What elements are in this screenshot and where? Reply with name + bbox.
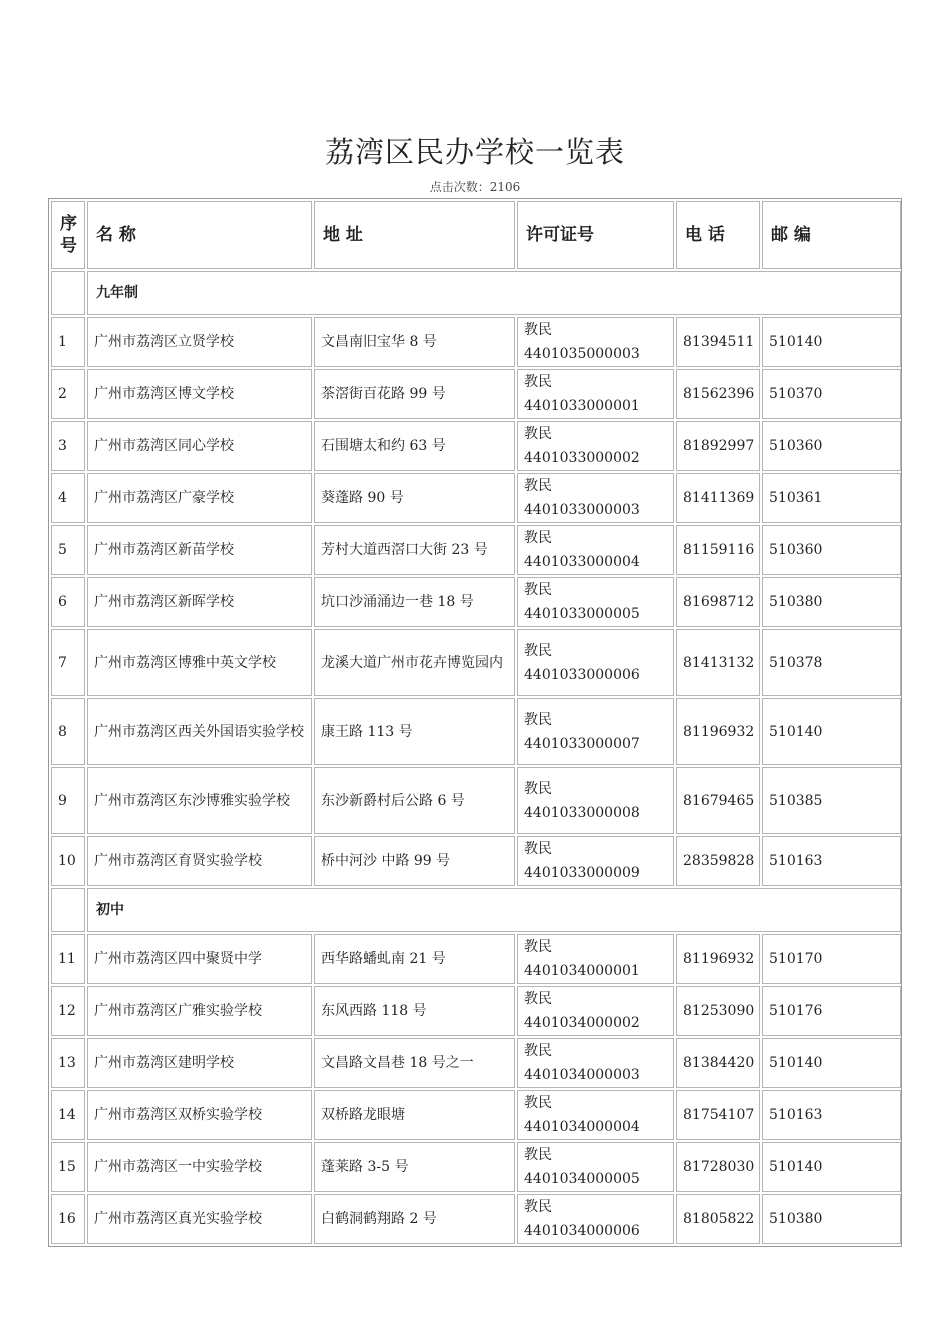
cell-phone: 81411369	[676, 473, 760, 523]
cell-address: 蓬莱路 3-5 号	[314, 1142, 515, 1192]
cell-phone: 81413132	[676, 629, 760, 696]
cell-license: 教民 4401034000004	[517, 1090, 674, 1140]
section-title: 初中	[87, 888, 901, 932]
cell-seq: 5	[51, 525, 85, 575]
cell-phone: 28359828	[676, 836, 760, 886]
cell-license: 教民 4401033000002	[517, 421, 674, 471]
header-phone: 电 话	[676, 201, 760, 269]
click-count-value: 2106	[489, 180, 521, 194]
cell-postcode: 510385	[762, 767, 901, 834]
table-row	[51, 629, 901, 696]
cell-postcode: 510378	[762, 629, 901, 696]
cell-license: 教民 4401034000005	[517, 1142, 674, 1192]
cell-phone: 81562396	[676, 369, 760, 419]
cell-postcode: 510140	[762, 698, 901, 765]
cell-seq: 8	[51, 698, 85, 765]
cell-license: 教民 4401033000003	[517, 473, 674, 523]
cell-name: 广州市荔湾区东沙博雅实验学校	[87, 767, 312, 834]
cell-license: 教民 4401035000003	[517, 317, 674, 367]
cell-seq: 16	[51, 1194, 85, 1244]
cell-license: 教民 4401033000007	[517, 698, 674, 765]
cell-address: 文昌南旧宝华 8 号	[314, 317, 515, 367]
table-row	[51, 1194, 901, 1244]
cell-license: 教民 4401034000006	[517, 1194, 674, 1244]
cell-name: 广州市荔湾区真光实验学校	[87, 1194, 312, 1244]
table-row	[51, 473, 901, 523]
cell-address: 龙溪大道广州市花卉博览园内	[314, 629, 515, 696]
table-row	[51, 421, 901, 471]
cell-phone: 81754107	[676, 1090, 760, 1140]
cell-postcode: 510380	[762, 577, 901, 627]
cell-phone: 81196932	[676, 934, 760, 984]
cell-name: 广州市荔湾区广雅实验学校	[87, 986, 312, 1036]
cell-name: 广州市荔湾区博雅中英文学校	[87, 629, 312, 696]
cell-license: 教民 4401034000002	[517, 986, 674, 1036]
cell-license: 教民 4401033000008	[517, 767, 674, 834]
cell-phone: 81698712	[676, 577, 760, 627]
table-row	[51, 369, 901, 419]
cell-license: 教民 4401033000001	[517, 369, 674, 419]
cell-seq: 10	[51, 836, 85, 886]
cell-name: 广州市荔湾区立贤学校	[87, 317, 312, 367]
cell-seq: 15	[51, 1142, 85, 1192]
click-count-label: 点击次数：	[429, 180, 490, 194]
table-row	[51, 525, 901, 575]
section-title: 九年制	[87, 271, 901, 315]
cell-phone: 81159116	[676, 525, 760, 575]
cell-seq: 3	[51, 421, 85, 471]
cell-postcode: 510140	[762, 1038, 901, 1088]
school-table	[49, 199, 903, 1246]
page-title: 荔湾区民办学校一览表	[324, 135, 625, 169]
cell-postcode: 510380	[762, 1194, 901, 1244]
cell-phone: 81728030	[676, 1142, 760, 1192]
cell-seq: 14	[51, 1090, 85, 1140]
cell-address: 康王路 113 号	[314, 698, 515, 765]
header-postcode: 邮 编	[762, 201, 901, 269]
cell-postcode: 510360	[762, 525, 901, 575]
section-row	[51, 271, 901, 315]
cell-seq: 12	[51, 986, 85, 1036]
cell-name: 广州市荔湾区博文学校	[87, 369, 312, 419]
table-row	[51, 767, 901, 834]
cell-name: 广州市荔湾区建明学校	[87, 1038, 312, 1088]
table-row	[51, 577, 901, 627]
table-row	[51, 698, 901, 765]
cell-address: 双桥路龙眼塘	[314, 1090, 515, 1140]
table-row	[51, 317, 901, 367]
cell-seq: 9	[51, 767, 85, 834]
cell-license: 教民 4401033000006	[517, 629, 674, 696]
cell-license: 教民 4401034000001	[517, 934, 674, 984]
cell-name: 广州市荔湾区同心学校	[87, 421, 312, 471]
cell-phone: 81253090	[676, 986, 760, 1036]
section-empty-cell	[51, 271, 85, 315]
cell-seq: 6	[51, 577, 85, 627]
cell-address: 石围塘太和约 63 号	[314, 421, 515, 471]
cell-phone: 81394511	[676, 317, 760, 367]
cell-postcode: 510360	[762, 421, 901, 471]
header-name: 名 称	[87, 201, 312, 269]
cell-seq: 11	[51, 934, 85, 984]
header-seq: 序 号	[51, 201, 85, 269]
cell-seq: 2	[51, 369, 85, 419]
cell-name: 广州市荔湾区四中聚贤中学	[87, 934, 312, 984]
cell-address: 芳村大道西滘口大街 23 号	[314, 525, 515, 575]
cell-seq: 1	[51, 317, 85, 367]
cell-address: 白鹤洞鹤翔路 2 号	[314, 1194, 515, 1244]
cell-address: 葵蓬路 90 号	[314, 473, 515, 523]
cell-name: 广州市荔湾区新晖学校	[87, 577, 312, 627]
cell-postcode: 510361	[762, 473, 901, 523]
cell-phone: 81805822	[676, 1194, 760, 1244]
cell-postcode: 510163	[762, 1090, 901, 1140]
cell-name: 广州市荔湾区一中实验学校	[87, 1142, 312, 1192]
cell-address: 文昌路文昌巷 18 号之一	[314, 1038, 515, 1088]
cell-name: 广州市荔湾区新苗学校	[87, 525, 312, 575]
cell-license: 教民 4401033000005	[517, 577, 674, 627]
cell-phone: 81679465	[676, 767, 760, 834]
cell-postcode: 510163	[762, 836, 901, 886]
table-row	[51, 1142, 901, 1192]
table-row	[51, 1090, 901, 1140]
cell-seq: 13	[51, 1038, 85, 1088]
header-address: 地 址	[314, 201, 515, 269]
cell-postcode: 510170	[762, 934, 901, 984]
table-row	[51, 934, 901, 984]
header-license: 许可证号	[517, 201, 674, 269]
cell-address: 东风西路 118 号	[314, 986, 515, 1036]
table-row	[51, 986, 901, 1036]
click-count	[0, 178, 950, 195]
cell-seq: 7	[51, 629, 85, 696]
section-empty-cell	[51, 888, 85, 932]
cell-name: 广州市荔湾区育贤实验学校	[87, 836, 312, 886]
cell-phone: 81892997	[676, 421, 760, 471]
cell-postcode: 510140	[762, 317, 901, 367]
school-table-container	[48, 198, 902, 1247]
cell-phone: 81196932	[676, 698, 760, 765]
cell-name: 广州市荔湾区西关外国语实验学校	[87, 698, 312, 765]
cell-address: 坑口沙涌涌边一巷 18 号	[314, 577, 515, 627]
header-row	[51, 201, 901, 269]
cell-postcode: 510140	[762, 1142, 901, 1192]
cell-address: 东沙新爵村后公路 6 号	[314, 767, 515, 834]
table-body	[51, 271, 901, 1244]
cell-address: 茶滘街百花路 99 号	[314, 369, 515, 419]
cell-seq: 4	[51, 473, 85, 523]
cell-license: 教民 4401033000009	[517, 836, 674, 886]
cell-address: 西华路蟠虬南 21 号	[314, 934, 515, 984]
cell-name: 广州市荔湾区双桥实验学校	[87, 1090, 312, 1140]
cell-name: 广州市荔湾区广豪学校	[87, 473, 312, 523]
cell-phone: 81384420	[676, 1038, 760, 1088]
cell-postcode: 510370	[762, 369, 901, 419]
cell-license: 教民 4401034000003	[517, 1038, 674, 1088]
table-row	[51, 1038, 901, 1088]
cell-license: 教民 4401033000004	[517, 525, 674, 575]
cell-address: 桥中河沙 中路 99 号	[314, 836, 515, 886]
section-row	[51, 888, 901, 932]
table-row	[51, 836, 901, 886]
cell-postcode: 510176	[762, 986, 901, 1036]
